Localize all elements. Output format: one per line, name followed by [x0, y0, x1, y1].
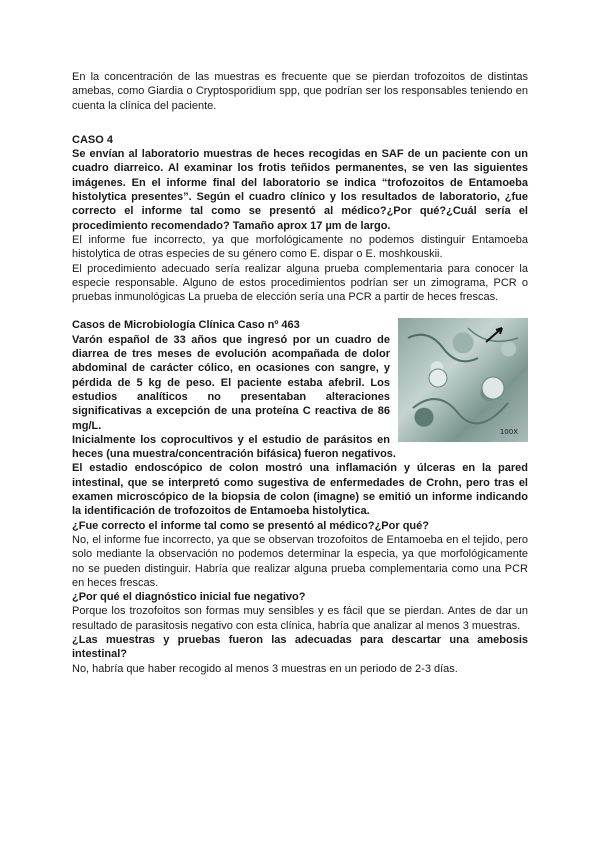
caso463-answer-2: Porque los trozofoitos son formas muy sensibles y es fácil que se pierdan. Antes de dar un resultado de parasitosis negativo con esta clínica, habría que analizar al menos 3 muestras. — [72, 605, 528, 632]
caso463-question-1: ¿Fue correcto el informe tal como se presentó al médico?¿Por qué? — [72, 519, 429, 532]
caso463-heading: Casos de Microbiología Clínica Caso nº 463 — [72, 319, 300, 332]
caso463-endoscopy: El estadio endoscópico de colon mostró una inflamación y úlceras en la pared intestinal, que se interpretó como sugestiva de enfermedades de Crohn, pero tras el examen microscópico de la biopsia de colon (imagne) se emitió un informe indicando la identificación de trofozoitos de Entamoeba histolytica. — [72, 462, 528, 518]
caso463-answer-3: No, habría que haber recogido al menos 3 muestras en un periodo de 2-3 días. — [72, 662, 458, 675]
caso463-case-text: Varón español de 33 años que ingresó por un cuadro de diarrea de tres meses de evolución acompañada de dolor abdominal de carácter cólico, en ocasiones con sangre, y pérdida de 5 kg de peso. El paciente estaba afebril. Los estudios analíticos no presentaban alteraciones significativas a excepción de una proteína C reactiva de 86 mg/L. — [72, 333, 390, 432]
caso463-cultures: Inicialmente los coprocultivos y el estudio de parásitos en heces (una muestra/concentración bifásica) fueron negativos. — [72, 433, 396, 461]
caso4-question: Se envían al laboratorio muestras de heces recogidas en SAF de un paciente con un cuadro diarreico. Al examinar los frotis teñidos permanentes, se ven las siguientes imágenes. En el informe final del laboratorio se indica “trofozoitos de Entamoeba histolytica presentes”. Según el cuadro clínico y los resultados de laboratorio, ¿fue correcto el informe tal como se presentó al médico?¿Por qué?¿Cuál sería el procedimiento recomendado? Tamaño aprox 17 µm de largo. — [72, 148, 528, 232]
micrograph-overlay — [398, 318, 528, 442]
image-scale-label: 100X — [499, 428, 518, 437]
micrograph-image — [398, 318, 528, 442]
caso463-question-2: ¿Por qué el diagnóstico inicial fue negativo? — [72, 591, 306, 604]
caso4-answer-1: El informe fue incorrecto, ya que morfológicamente no podemos distinguir Entamoeba histolytica de otras especies de su género como E. dispar o E. moshkouskii. — [72, 233, 528, 261]
caso463-answer-1: No, el informe fue incorrecto, ya que se observan trozofoitos de Entamoeba en el tejido, pero solo mediante la observación no podemos determinar la especia, ya que morfológicamente no se pueden distinguir. Habría que realizar alguna prueba complementaria como una PCR en heces frescas. — [72, 533, 528, 589]
caso463-question-3: ¿Las muestras y pruebas fueron las adecuadas para descartar una amebosis intestinal? — [72, 633, 528, 661]
document-page — [72, 70, 528, 676]
intro-paragraph: En la concentración de las muestras es frecuente que se pierdan trofozoitos de distintas amebas, como Giardia o Cryptosporidium spp, que podrían ser los responsables teniendo en cuenta la clínica del paciente. — [72, 71, 528, 112]
caso4-heading: CASO 4 — [72, 133, 113, 146]
caso4-answer-2: El procedimiento adecuado sería realizar alguna prueba complementaria para conocer la especie responsable. Alguno de estos procedimientos podrían ser un zimograma, PCR o pruebas inmunológicas La prueba de elección sería una PCR a partir de heces frescas. — [72, 262, 528, 304]
